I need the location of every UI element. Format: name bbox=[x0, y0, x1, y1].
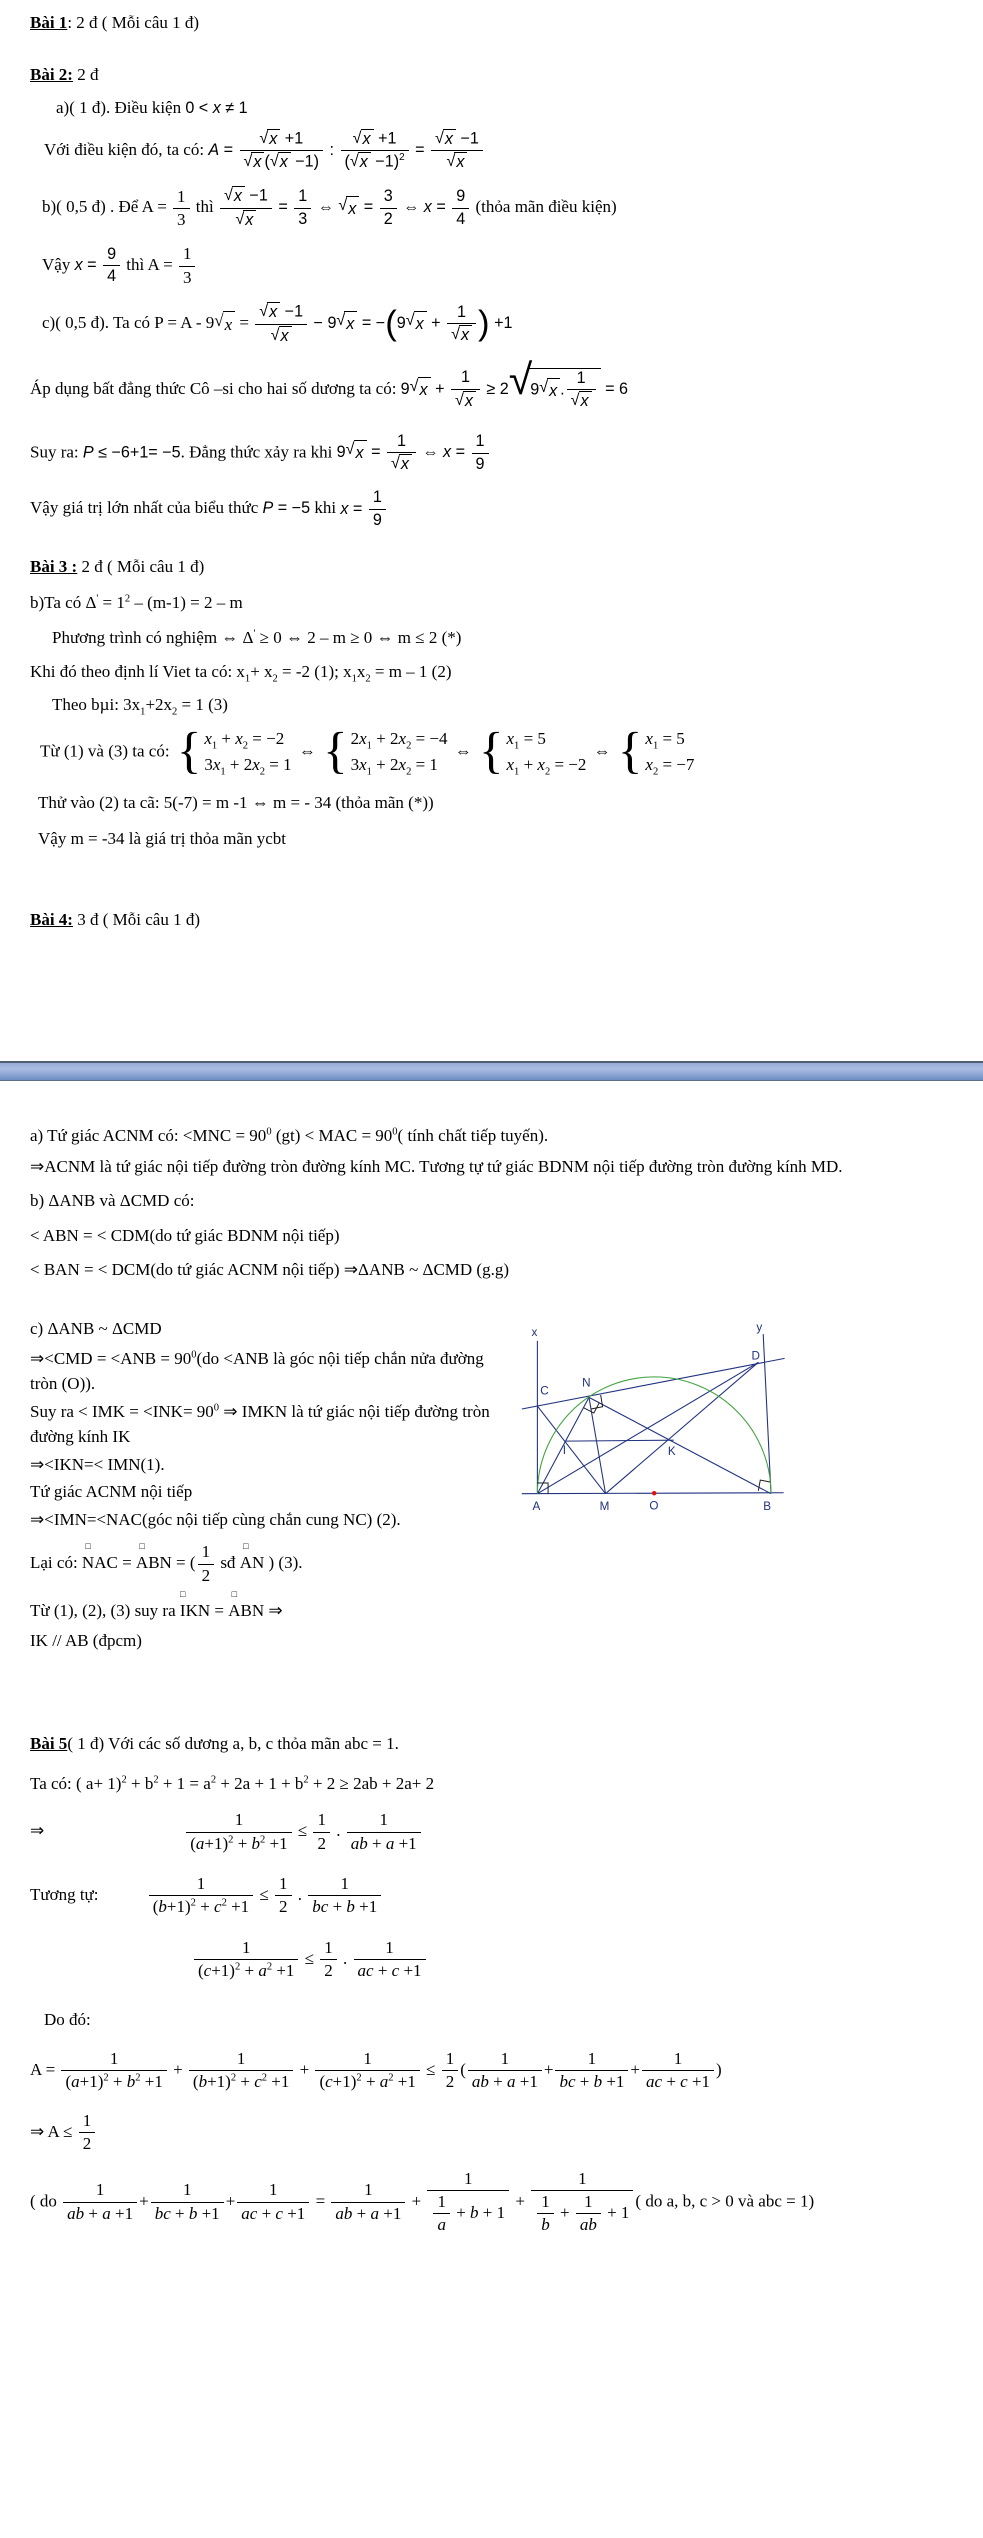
math-var: bc bbox=[559, 2072, 576, 2092]
math-run: A = √ x +1 √ x ( √ x −1) : √ x +1 ( √ x −1)$^2$ = √ x −1 √ x bbox=[208, 141, 485, 159]
sqrt: √ x bbox=[353, 129, 374, 149]
math-var: c bbox=[275, 2203, 283, 2223]
fraction: 1 √ x bbox=[567, 369, 596, 412]
fraction: 1 √ x bbox=[387, 432, 416, 475]
doc-line: Do đó: bbox=[44, 2010, 91, 2030]
sqrt: √ x bbox=[410, 377, 431, 402]
figure-label-I: I bbox=[562, 1444, 566, 1458]
math-var: x bbox=[580, 392, 589, 411]
figure-label-y: y bbox=[756, 1321, 763, 1335]
heading-label: Bài 5 bbox=[30, 1734, 68, 1754]
sqrt: √ x bbox=[451, 325, 472, 345]
math-run: 9 √ x + 1 √ x ≥ 2 √ 9 √ x . 1 √ x = 6 bbox=[400, 355, 628, 411]
heading-label: Bài 3 : bbox=[30, 557, 78, 577]
math-var: x bbox=[212, 755, 221, 774]
sqrt: √ x bbox=[259, 129, 280, 149]
heading-label: Bài 2: bbox=[30, 64, 73, 84]
math-var: a bbox=[437, 2215, 446, 2235]
superscript: 2 bbox=[260, 1833, 266, 1845]
doc-line: < BAN = < DCM(do tứ giác ACNM nội tiếp) ⇒ΔANB ~ ΔCMD (g.g) bbox=[30, 1259, 509, 1279]
doc-line: Lại có: □ NAC = □ ABN = ( $\frac{1}{2}$ sđ □ AN ) (3). bbox=[30, 1541, 303, 1585]
subscript: 2 bbox=[365, 673, 371, 685]
math-var: x bbox=[506, 728, 515, 748]
superscript: ' bbox=[253, 628, 256, 640]
math-var: x bbox=[253, 152, 262, 171]
fraction: $\frac{1}{2}$ bbox=[198, 1542, 215, 1586]
math-var: b bbox=[198, 2072, 208, 2092]
math-var: A bbox=[208, 140, 220, 159]
subscript: 1 bbox=[514, 740, 520, 752]
sqrt-big: √ 9 √ x . 1 √ x bbox=[509, 368, 601, 412]
math-var: x bbox=[204, 728, 212, 748]
doc-line: b)( 0,5 đ) . Để A = $\frac{1}{3}$ thì √ x −1 √ x = $\frac{1}{3}$ ⇔ √ x = $\frac{3}{2}$ ⇔ x = $\frac{9}{4}$ (thỏa mãn điều kiện) bbox=[42, 186, 617, 229]
subscript: 1 bbox=[211, 740, 218, 752]
right-angle-B bbox=[758, 1480, 770, 1491]
subscript: 2 bbox=[652, 766, 659, 778]
angle-hat: □ A bbox=[135, 1541, 149, 1573]
math-var: c bbox=[391, 1961, 400, 1981]
fraction: $\frac{1}{3}$ bbox=[179, 244, 196, 288]
doc-line: Suy ra < IMK = $<INK= 90^0$ ⇒ IMKN là tứ giác nội tiếp đường tròn đường kính IK bbox=[30, 1401, 490, 1447]
fraction: $\frac{1}{ab + a +1}$ bbox=[331, 2180, 405, 2224]
doc-line: a) Tứ giác ACNM có: $<MNC = 90^0$ (gt) < MAC = $90^0$( tính chất tiếp tuyến). bbox=[30, 1125, 549, 1145]
math-var: P bbox=[262, 499, 274, 518]
math-var: x bbox=[74, 256, 83, 275]
math-var: b bbox=[470, 2202, 479, 2222]
superscript: 0 bbox=[266, 1126, 272, 1138]
heading-label: Bài 1 bbox=[30, 13, 68, 32]
math-var: ac bbox=[241, 2203, 258, 2223]
sqrt: √ x bbox=[338, 196, 359, 221]
sqrt: √ x bbox=[406, 311, 427, 336]
math-var: ab bbox=[579, 2215, 597, 2235]
superscript: 2 bbox=[124, 593, 131, 604]
figure-label-D: D bbox=[751, 1349, 760, 1363]
math-var: x bbox=[359, 728, 367, 748]
math-run: P ≤ −6+1= −5 bbox=[82, 443, 181, 462]
fraction: $\frac{1}{2}$ bbox=[313, 1810, 330, 1854]
sqrt: √ x bbox=[259, 302, 280, 322]
math-var: x bbox=[280, 326, 289, 345]
math-var: x bbox=[549, 381, 558, 400]
cases-brace: { $x_1 = 5$ $x_2 = -7$ bbox=[617, 723, 695, 780]
semicircle-O bbox=[537, 1377, 771, 1494]
doc-line: Suy ra: P ≤ −6+1= −5. Đẳng thức xảy ra khi 9 √ x = 1 √ x ⇔ x = $\frac{1}{9}$ bbox=[30, 432, 961, 475]
doc-line: ⇒ $\frac{1}{(a+1)^2 + b^2 +1}$ ≤ $\frac{1}{2}$ . $\frac{1}{ab + a +1}$ bbox=[30, 1810, 961, 1854]
fraction: 1 √ x bbox=[451, 368, 480, 411]
bai-4-heading bbox=[30, 907, 961, 933]
subscript: 1 bbox=[366, 740, 372, 752]
doc-line: Áp dụng bất đẳng thức Cô –si cho hai số dương ta có: 9 √ x + 1 √ x ≥ 2 √ 9 √ x . 1 √ x = 6 bbox=[30, 355, 628, 411]
sqrt: √ x bbox=[571, 391, 592, 411]
subscript: 2 bbox=[259, 766, 266, 778]
sqrt: √ x bbox=[270, 152, 291, 172]
math-var: x bbox=[245, 210, 254, 229]
superscript: 2 bbox=[266, 1961, 273, 1973]
math-var: x bbox=[224, 315, 233, 335]
superscript: 2 bbox=[190, 1897, 196, 1909]
fraction: $\frac{1}{9}$ bbox=[369, 488, 386, 530]
math-var: ac bbox=[357, 1961, 374, 1981]
math-var: x bbox=[645, 755, 653, 774]
fraction: $\frac{1}{(c+1)^2 + a^2 +1}$ bbox=[194, 1938, 298, 1982]
math-var: bc bbox=[312, 1897, 329, 1917]
superscript: 2 bbox=[121, 1773, 127, 1785]
fraction: $\frac{1}{ac + c +1}$ bbox=[354, 1938, 426, 1982]
doc-line: Bài 1: 2 đ ( Mỗi câu 1 đ) bbox=[30, 13, 200, 32]
doc-line: ⇒<IKN=< IMN(1). bbox=[30, 1454, 165, 1474]
doc-line: Ta có: ( $a+ 1)^2 + b^2 + 1 = a^2 + 2a + 1 + b^2 + 2 \ge 2ab + 2a+ 2$ bbox=[30, 1773, 435, 1793]
math-var: a bbox=[379, 2072, 389, 2092]
fraction: 1 √ x bbox=[447, 303, 476, 346]
math-var: x bbox=[419, 381, 428, 400]
math-run: x = $\frac{1}{9}$ bbox=[340, 500, 387, 518]
subscript: 2 bbox=[242, 740, 249, 752]
subscript: 2 bbox=[406, 766, 412, 778]
subscript: 1 bbox=[140, 706, 146, 718]
segment-AD bbox=[537, 1363, 758, 1494]
angle-hat: □ A bbox=[228, 1589, 241, 1621]
math-var: x bbox=[415, 315, 424, 334]
geometry-figure bbox=[515, 1316, 807, 1540]
doc-line: Bài 5( 1 đ) Với các số dương a, b, c thỏa mãn abc = 1. bbox=[30, 1734, 399, 1754]
fraction: $\frac{1}{2}$ bbox=[275, 1874, 292, 1918]
sqrt: √ x bbox=[391, 454, 412, 474]
tangent-CD bbox=[522, 1359, 785, 1410]
math-var: c bbox=[680, 2072, 688, 2092]
fraction: $\frac{1}{ac + c +1}$ bbox=[237, 2180, 309, 2224]
figure-label-M: M bbox=[599, 1500, 610, 1514]
math-var: x bbox=[443, 443, 452, 462]
fraction: $\frac{1}{ab + a +1}$ bbox=[347, 1810, 421, 1854]
math-var: b bbox=[126, 2072, 136, 2092]
superscript: 2 bbox=[303, 1773, 309, 1785]
geometry-figure-container bbox=[501, 1316, 961, 1540]
math-var: c bbox=[325, 2072, 333, 2092]
fraction: $\frac{9}{4}$ bbox=[103, 245, 120, 287]
fraction: $\frac{1}{2}$ bbox=[79, 2111, 96, 2155]
fraction: $\frac{1}{ab + a +1}$ bbox=[63, 2180, 137, 2224]
subscript: 2 bbox=[172, 706, 178, 718]
sqrt: √ x bbox=[350, 152, 371, 172]
superscript: 0 bbox=[392, 1126, 398, 1138]
center-point-O bbox=[652, 1491, 656, 1495]
bai-4-ab bbox=[30, 1123, 961, 1283]
fraction: $\frac{1}{(a+1)^2 + b^2 +1}$ bbox=[61, 2049, 166, 2093]
cases-brace: { $x_1 = 5$ $x_1 + x_2 = -2$ bbox=[479, 723, 587, 780]
math-var: c bbox=[254, 2072, 262, 2092]
superscript: 2 bbox=[234, 1961, 241, 1973]
superscript: 2 bbox=[210, 1773, 217, 1785]
sqrt: √ x bbox=[455, 391, 476, 411]
doc-line: Với điều kiện đó, ta có: A = √ x +1 √ x ( √ x −1) : √ x +1 ( √ x −1)$^2$ = √ x −1 √ x bbox=[30, 129, 961, 173]
doc-line: A = $\frac{1}{(a+1)^2 + b^2 +1}$ + $\frac{1}{(b+1)^2 + c^2 +1}$ + $\frac{1}{(c+1)^2 + a^2 +1}$ ≤ $\frac{1}{2}$ ( $\frac{1}{ab + a +1}$ + $\frac{1}{bc + b +1}$ + $\frac{1}{ac + c +1}$ ) bbox=[30, 2048, 722, 2092]
fraction: $\frac{1}{2}$ bbox=[442, 2049, 459, 2093]
superscript: 2 bbox=[153, 1773, 159, 1785]
segment-NB bbox=[589, 1398, 771, 1494]
divider-band bbox=[0, 1061, 983, 1081]
math-var: x bbox=[423, 198, 432, 217]
math-var: x bbox=[506, 755, 515, 774]
sqrt: √ x bbox=[346, 440, 367, 465]
bai-1 bbox=[30, 10, 961, 36]
subscript: 2 bbox=[544, 766, 551, 778]
doc-line: Vậy m = -34 là giá trị thỏa mãn ycbt bbox=[38, 828, 286, 848]
bai-5 bbox=[30, 1731, 961, 2236]
math-var: a bbox=[102, 2203, 111, 2223]
fraction: $\frac{9}{4}$ bbox=[452, 187, 469, 229]
doc-line: Từ (1), (2), (3) suy ra □ IKN = □ ABN ⇒ bbox=[30, 1598, 961, 1624]
doc-line: ( do $\frac{1}{ab + a +1}$ + $\frac{1}{bc + b +1}$ + $\frac{1}{ac + c +1}$ = $\frac{1}{ab + a +1}$ + 1 $\frac{1}{a}$ + b + 1 + 1 $\frac{1}{b}$ + $\frac{1}{ab}$ + 1 ( do a, b, c > 0 và abc = 1) bbox=[30, 2168, 815, 2235]
figure-labels bbox=[532, 1321, 772, 1513]
fraction: $\frac{1}{bc + b +1}$ bbox=[151, 2180, 224, 2224]
figure-label-O: O bbox=[649, 1499, 659, 1513]
math-var: c bbox=[214, 1897, 222, 1917]
fraction: $\frac{1}{b}$ bbox=[537, 2192, 554, 2236]
fraction: $\frac{1}{a}$ bbox=[433, 2192, 450, 2236]
math-var: x bbox=[456, 152, 465, 171]
math-var: a bbox=[195, 1833, 205, 1853]
doc-line: c)( 0,5 đ). Ta có P = A - 9 √ x = √ x −1 √ x − 9 √ x = −(9 √ x + 1 √ x ) +1 bbox=[42, 302, 513, 345]
math-var: x bbox=[233, 187, 242, 206]
fraction: √ x +1 √ x ( √ x −1) bbox=[240, 129, 324, 173]
math-var: x bbox=[537, 755, 545, 774]
math-var: a bbox=[507, 2072, 516, 2092]
fraction: $\frac{1}{9}$ bbox=[472, 432, 489, 474]
segment-MD bbox=[606, 1363, 759, 1494]
superscript: 0 bbox=[213, 1402, 220, 1414]
doc-line: $\frac{1}{(c+1)^2 + a^2 +1}$ ≤ $\frac{1}{2}$ . $\frac{1}{ac + c +1}$ bbox=[30, 1938, 961, 1982]
figure-label-N: N bbox=[582, 1376, 591, 1390]
doc-line: Tứ giác ACNM nội tiếp bbox=[30, 1482, 193, 1502]
fraction: $\frac{3}{2}$ bbox=[380, 187, 397, 229]
math-run: x = $\frac{9}{4}$ bbox=[75, 256, 122, 274]
doc-line: Phương trình có nghiệm ⇔ Δ' ≥ 0 ⇔ 2 – m ≥ 0 ⇔ m ≤ 2 (*) bbox=[52, 628, 462, 648]
math-var: P bbox=[82, 443, 94, 462]
doc-line: < ABN = < CDM(do tứ giác BDNM nội tiếp) bbox=[30, 1226, 340, 1246]
math-var: x bbox=[279, 152, 288, 171]
math-var: x bbox=[359, 755, 367, 774]
math-run: 9 √ x = 1 √ x ⇔ x = $\frac{1}{9}$ bbox=[337, 443, 491, 461]
subscript: 1 bbox=[220, 766, 226, 778]
math-var: x bbox=[398, 755, 407, 774]
math-var: b bbox=[346, 1897, 355, 1917]
math-var: x bbox=[645, 728, 653, 748]
math-var: b bbox=[541, 2215, 550, 2235]
doc-line: Theo bµi: $3x_1+2x_2 = 1$ (3) bbox=[52, 695, 228, 718]
sqrt: √ x bbox=[214, 311, 235, 338]
doc-line: ⇒ A ≤ $\frac{1}{2}$ bbox=[30, 2111, 961, 2155]
superscript: 2 bbox=[399, 151, 405, 163]
bai-2 bbox=[30, 62, 961, 531]
fraction: $\frac{1}{(b+1)^2 + c^2 +1}$ bbox=[189, 2049, 293, 2093]
fraction: $\frac{1}{(b+1)^2 + c^2 +1}$ bbox=[149, 1874, 253, 1918]
fraction: √ x −1 √ x bbox=[431, 129, 483, 173]
subscript: 2 bbox=[272, 673, 278, 685]
fraction: √ x −1 √ x bbox=[220, 186, 272, 230]
math-run: √ x −1 √ x = $\frac{1}{3}$ ⇔ √ x = $\frac{3}{2}$ ⇔ x = $\frac{9}{4}$ bbox=[218, 198, 471, 216]
math-var: a bbox=[258, 1961, 267, 1981]
sqrt: √ x bbox=[539, 378, 560, 403]
math-run: 0 < x ≠ 1 bbox=[185, 99, 248, 117]
subscript: 1 bbox=[351, 673, 357, 685]
heading-label: Bài 4: bbox=[30, 910, 73, 930]
fraction: $\frac{1}{(c+1)^2 + a^2 +1}$ bbox=[315, 2049, 419, 2093]
math-var: x bbox=[355, 444, 364, 463]
fraction: $\frac{1}{ab + a +1}$ bbox=[468, 2049, 542, 2093]
math-var: x bbox=[235, 728, 243, 748]
math-var: b bbox=[593, 2072, 603, 2092]
math-var: a bbox=[71, 2072, 80, 2092]
math-var: x bbox=[348, 199, 357, 218]
sqrt: √ x bbox=[446, 152, 467, 172]
fraction: 1 $\frac{1}{a}$ + b + 1 bbox=[427, 2169, 509, 2236]
doc-line: Bài 3 : 2 đ ( Mỗi câu 1 đ) bbox=[30, 557, 205, 577]
fraction: $\frac{1}{bc + b +1}$ bbox=[555, 2049, 628, 2093]
angle-hat: □ A bbox=[239, 1541, 252, 1573]
fraction: $\frac{1}{3}$ bbox=[173, 187, 190, 231]
doc-line: c) ΔANB ~ ΔCMD bbox=[30, 1319, 162, 1339]
big-paren: ( bbox=[385, 305, 397, 344]
math-run: √ x −1 √ x − 9 √ x = −(9 √ x + 1 √ x ) +1 bbox=[253, 314, 512, 332]
segment-CM bbox=[537, 1406, 605, 1494]
subscript: 1 bbox=[366, 766, 372, 778]
sqrt: √ x bbox=[271, 326, 292, 346]
math-var: x bbox=[269, 303, 278, 322]
math-var: x bbox=[252, 755, 260, 774]
doc-line: ⇒<IMN=<NAC(góc nội tiếp cùng chắn cung NC) (2). bbox=[30, 1509, 401, 1529]
fraction: $\frac{1}{ac + c +1}$ bbox=[642, 2049, 714, 2093]
doc-line: a)( 1 đ). Điều kiện 0 < x ≠ 1 bbox=[56, 98, 248, 117]
math-var: ab bbox=[471, 2072, 489, 2092]
fraction: $\frac{1}{bc + b +1}$ bbox=[308, 1874, 381, 1918]
figure-label-x: x bbox=[531, 1326, 538, 1340]
doc-line: Bài 4: 3 đ ( Mỗi câu 1 đ) bbox=[30, 910, 200, 930]
superscript: 2 bbox=[230, 2072, 237, 2084]
superscript: 2 bbox=[103, 2072, 109, 2084]
subscript: 1 bbox=[244, 673, 251, 685]
doc-line: ⇒ACNM là tứ giác nội tiếp đường tròn đường kính MC. Tương tự tứ giác BDNM nội tiếp đường tròn đường kính MD. bbox=[30, 1157, 843, 1177]
doc-line: ⇒<CMD = $<ANB = 90^0(do <ANB$ là góc nội tiếp chắn nửa đường tròn (O)). bbox=[30, 1348, 484, 1394]
math-var: ab bbox=[350, 1833, 368, 1853]
superscript: 0 bbox=[191, 1349, 197, 1361]
fraction: $\frac{1}{3}$ bbox=[294, 187, 311, 229]
angle-hat: □ N bbox=[81, 1541, 95, 1573]
doc-line: b)Ta có $\Delta' = 1^2 - (m-1) = 2 - m$ bbox=[30, 592, 243, 612]
sqrt: √ x bbox=[435, 129, 456, 149]
math-var: x bbox=[400, 455, 409, 474]
fraction: √ x +1 ( √ x −1)$^2$ bbox=[341, 129, 409, 173]
math-var: c bbox=[203, 1961, 212, 1981]
doc-line: Tương tự: $\frac{1}{(b+1)^2 + c^2 +1}$ ≤ $\frac{1}{2}$ . $\frac{1}{bc + b +1}$ bbox=[30, 1874, 961, 1918]
math-var: ac bbox=[646, 2072, 663, 2092]
math-var: x bbox=[212, 99, 221, 117]
doc-line: Thử vào (2) ta cã: 5(-7) = m -1 ⇔ m = - 34 (thỏa mãn (*)) bbox=[38, 793, 434, 813]
ray-By bbox=[763, 1334, 771, 1494]
superscript: 2 bbox=[135, 2072, 141, 2084]
doc-line: Vậy x = $\frac{9}{4}$ thì A = $\frac{1}{3}$ bbox=[30, 244, 961, 288]
sqrt: √ x bbox=[336, 311, 357, 336]
math-var: x bbox=[464, 391, 473, 410]
superscript: 2 bbox=[388, 2072, 394, 2084]
math-var: b bbox=[158, 1897, 167, 1917]
math-var: b bbox=[251, 1833, 261, 1853]
doc-line: IK // AB (đpcm) bbox=[30, 1630, 142, 1650]
segment-IK bbox=[566, 1441, 674, 1442]
math-var: x bbox=[444, 129, 453, 148]
bai-4-c bbox=[30, 1316, 961, 1653]
subscript: 2 bbox=[406, 740, 412, 752]
superscript: ' bbox=[96, 593, 99, 604]
math-var: x bbox=[359, 152, 368, 171]
figure-lines bbox=[522, 1334, 785, 1494]
math-var: ab bbox=[335, 2203, 353, 2223]
sqrt: √ x bbox=[224, 186, 245, 206]
figure-label-K: K bbox=[667, 1445, 676, 1459]
figure-label-C: C bbox=[540, 1384, 549, 1398]
doc-line: b) ΔANB và ΔCMD có: bbox=[30, 1190, 195, 1210]
math-var: x bbox=[362, 129, 371, 148]
fraction: √ x −1 √ x bbox=[255, 302, 307, 346]
math-var: x bbox=[398, 728, 407, 748]
sqrt: √ x bbox=[244, 152, 265, 172]
figure-label-B: B bbox=[763, 1500, 771, 1514]
math-var: a bbox=[370, 2203, 379, 2223]
doc-line: Bài 2: 2 đ bbox=[30, 64, 99, 84]
bai-3 bbox=[30, 554, 961, 851]
fraction: $\frac{1}{2}$ bbox=[320, 1938, 337, 1982]
doc-line: Khi đó theo định lí Viet ta có: $x_1+ x_2 = -2$ (1); $x_1x_2 = m - 1$ (2) bbox=[30, 661, 452, 685]
math-var: x bbox=[269, 129, 278, 148]
big-paren: ) bbox=[478, 305, 490, 344]
math-var: x bbox=[340, 499, 349, 518]
superscript: 2 bbox=[261, 2072, 268, 2084]
superscript: 2 bbox=[221, 1897, 227, 1909]
subscript: 1 bbox=[652, 740, 659, 752]
math-run: P = −5 bbox=[262, 499, 311, 518]
math-var: x bbox=[460, 326, 470, 345]
right-angle-N-2 bbox=[584, 1403, 600, 1413]
math-var: x bbox=[346, 315, 355, 334]
cases-brace: { $x_1 + x_2 = -2$ $3x_1 + 2x_2 = 1$ bbox=[176, 723, 292, 780]
figure-label-A: A bbox=[532, 1500, 541, 1514]
math-var: b bbox=[188, 2203, 198, 2223]
fraction: 1 $\frac{1}{b}$ + $\frac{1}{ab}$ + 1 bbox=[531, 2169, 633, 2236]
document-content bbox=[30, 10, 961, 2236]
sqrt: √ x bbox=[235, 210, 256, 230]
math-var: ab bbox=[67, 2203, 85, 2223]
superscript: 2 bbox=[228, 1833, 234, 1845]
angle-hat: □ I bbox=[179, 1589, 186, 1621]
math-var: a bbox=[385, 1833, 395, 1853]
fraction: $\frac{1}{ab}$ bbox=[576, 2192, 601, 2236]
math-var: bc bbox=[154, 2203, 171, 2223]
doc-line: Từ (1) và (3) ta có: { $x_1 + x_2 = -2$ $3x_1 + 2x_2 = 1$ ⇔ { $2x_1 + 2x_2 = -4$ $3x_1 + 2x_2 = 1$ ⇔ { $x_1 = 5$ $x_1 + x_2 = -2$ ⇔ { $x_1 = 5$ $x_2 = -7$ bbox=[40, 723, 695, 780]
cases-brace: { $2x_1 + 2x_2 = -4$ $3x_1 + 2x_2 = 1$ bbox=[323, 723, 448, 780]
superscript: 2 bbox=[356, 2072, 362, 2084]
subscript: 1 bbox=[514, 766, 520, 778]
fraction: $\frac{1}{(a+1)^2 + b^2 +1}$ bbox=[186, 1810, 291, 1854]
doc-line: Vậy giá trị lớn nhất của biểu thức P = −5 khi x = $\frac{1}{9}$ bbox=[30, 488, 961, 530]
